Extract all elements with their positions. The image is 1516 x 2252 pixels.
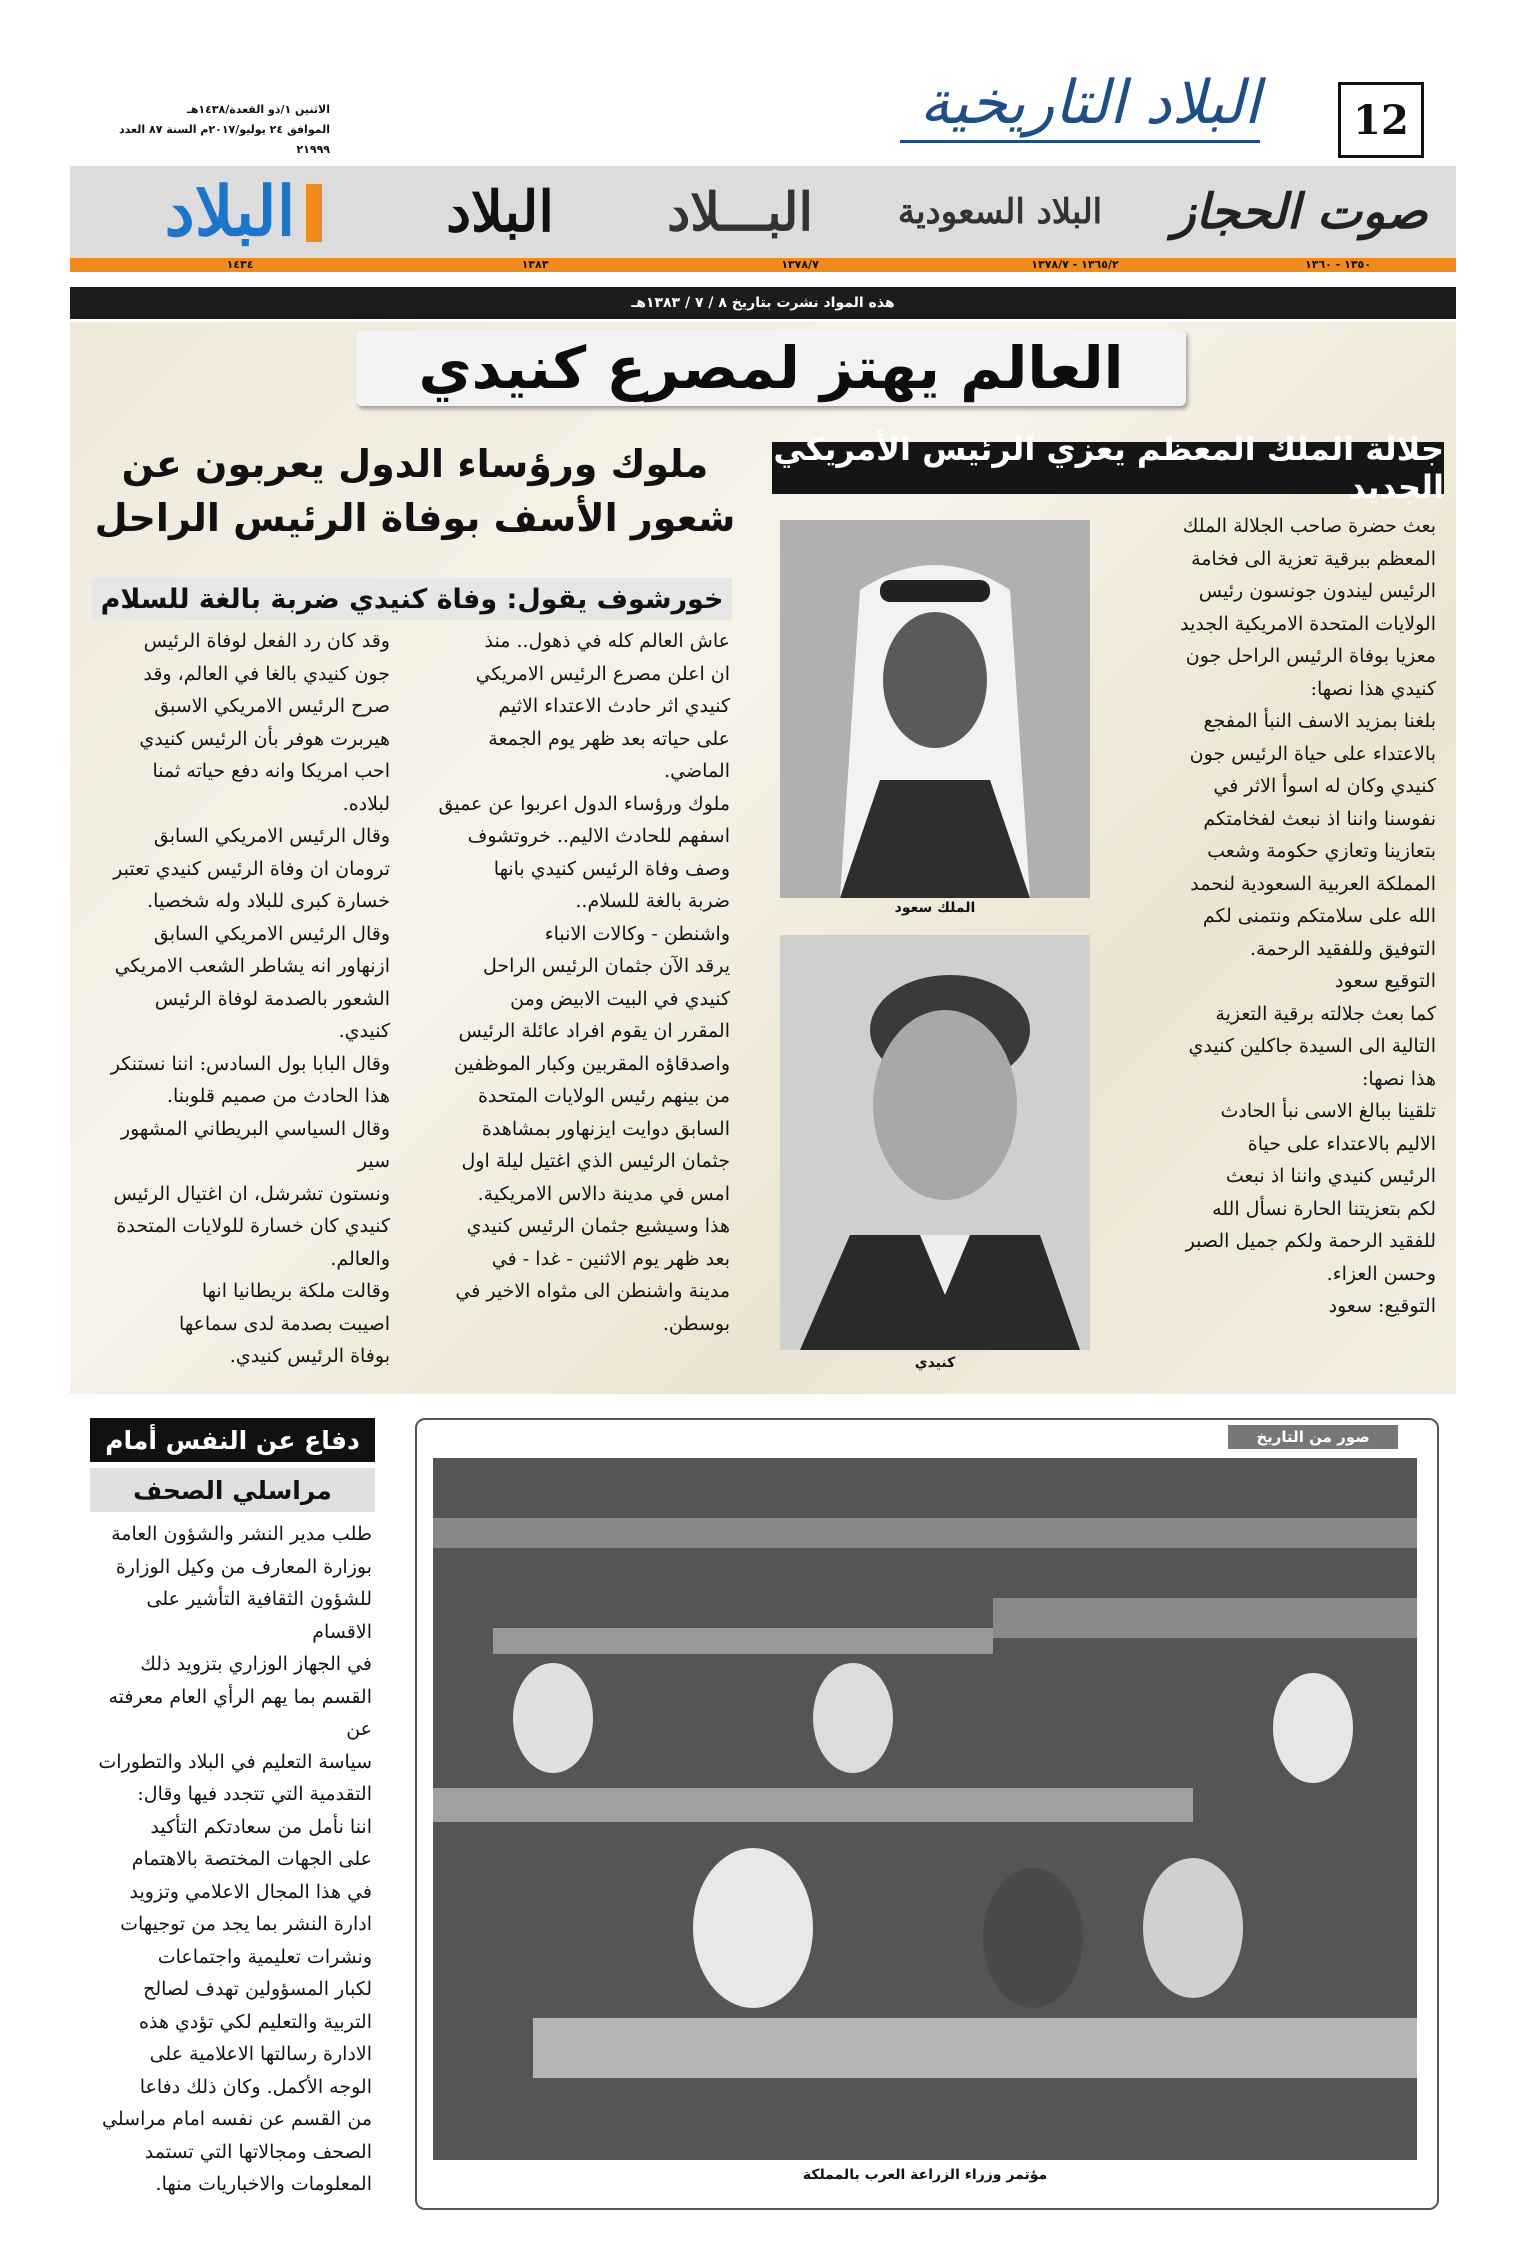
masthead-logo-albilad-2: البلاد xyxy=(446,179,554,245)
king-saud-portrait-shape xyxy=(780,520,1090,898)
issue-number: الموافق ٢٤ يوليو/٢٠١٧م السنة ٨٧ العدد ٢١٩٩٩ xyxy=(119,123,330,156)
section-logo-underline xyxy=(900,140,1260,143)
left-article-headline-line-1: ملوك ورؤساء الدول يعربون عن xyxy=(121,442,709,486)
masthead-logo-albilad-alsaudia: البلاد السعودية xyxy=(897,192,1103,232)
left-article-subheadline: خورشوف يقول: وفاة كنيدي ضربة بالغة للسلام xyxy=(92,578,732,620)
history-photo-tag: صور من التاريخ xyxy=(1228,1425,1398,1449)
masthead-date-5: ١٤٣٤ xyxy=(226,258,254,271)
king-saud-photo xyxy=(780,520,1090,898)
masthead-logo-sawt-alhijaz: صوت الحجاز xyxy=(1172,184,1428,240)
main-headline: العالم يهتز لمصرع كنيدي xyxy=(356,330,1186,406)
publication-notice: هذه المواد نشرت بتاريخ ٨ / ٧ / ١٣٨٣هـ xyxy=(70,287,1456,319)
page-number: 12 xyxy=(1338,82,1424,158)
kennedy-photo xyxy=(780,935,1090,1350)
left-article-headline-line-2: شعور الأسف بوفاة الرئيس الراحل xyxy=(94,496,736,540)
king-saud-caption: الملك سعود xyxy=(894,900,976,916)
conference-photo-caption: مؤتمر وزراء الزراعة العرب بالمملكة xyxy=(802,2167,1048,2183)
issue-date: الاثنين ١/ذو القعدة/١٤٣٨هـ xyxy=(186,103,330,116)
masthead-date-2: ١٣٦٥/٢ - ١٣٧٨/٧ xyxy=(1031,258,1119,271)
kennedy-portrait-shape xyxy=(780,935,1090,1350)
right-article-headline: جلالة الملك المعظم يعزي الرئيس الأمريكي الجديد xyxy=(773,430,1444,506)
left-article-column-1: عاش العالم كله في ذهول.. منذ ان اعلن مصرع الرئيس الامريكي كنيدي اثر حادث الاعتداء الاثيم على حياته بعد ظهر يوم الجمعة الماضي. ملوك ورؤساء الدول اعربوا عن عميق اسفهم للحادث الاليم.. خروتشوف وصف وفاة الرئيس كنيدي بانها ضربة بالغة للسلام.. واشنطن - وكالات الانباء يرقد الآن جثمان الرئيس الراحل كنيدي في البيت الابيض ومن المقرر ان يقوم افراد عائلة الرئيس واصدقاؤه المقربين وكبار الموظفين من بينهم رئيس الولايات المتحدة السابق دوايت ايزنهاور بمشاهدة جثمان الرئيس الذي اغتيل ليلة اول امس في مدينة دالاس الامريكية. هذا وسيشيع جثمان الرئيس كنيدي بعد ظهر يوم الاثنين - غدا - في مدينة واشنطن الى مثواه الاخير في بوسطن. xyxy=(438,630,730,1335)
section-logo: البلاد التاريخية xyxy=(919,68,1261,138)
masthead-logo-albilad-1: البـــلاد xyxy=(667,181,813,243)
bottom-article-headline-1: دفاع عن النفس أمام xyxy=(90,1418,375,1462)
issue-info xyxy=(100,100,330,160)
conference-photo xyxy=(433,1458,1417,2160)
right-article-body: بعث حضرة صاحب الجلالة الملك المعظم ببرقية تعزية الى فخامة الرئيس ليندون جونسون رئيس الولايات المتحدة الامريكية الجديد معزيا بوفاة الرئيس الراحل جون كنيدي هذا نصها: بلغنا بمزيد الاسف النبأ المفجع بالاعتداء على حياة الرئيس جون كنيدي وكان له اسوأ الاثر في نفوسنا واننا اذ نبعث لفخامتكم بتعازينا وتعازي حكومة وشعب المملكة العربية السعودية لنحمد الله على سلامتكم ونتمنى لكم التوفيق وللفقيد الرحمة. التوقيع سعود كما بعث جلالته برقية التعزية التالية الى السيدة جاكلين كنيدي هذا نصها: تلقينا ببالغ الاسى نبأ الحادث الاليم بالاعتداء على حياة الرئيس كنيدي واننا اذ نبعث لكم بتعزيتنا الحارة نسأل الله للفقيد الرحمة ولكم جميل الصبر وحسن العزاء. التوقيع: سعود xyxy=(1180,515,1436,1317)
masthead-date-1: ١٣٥٠ - ١٣٦٠ xyxy=(1305,258,1371,271)
kennedy-caption: كنيدي xyxy=(914,1355,956,1371)
masthead-logo-albilad-current: البلاد xyxy=(164,172,296,252)
conference-scene-shape xyxy=(433,1458,1417,2160)
masthead-logo-accent xyxy=(306,184,322,242)
bottom-article-body: طلب مدير النشر والشؤون العامة بوزارة المعارف من وكيل الوزارة للشؤون الثقافية التأشير على الاقسام في الجهاز الوزاري بتزويد ذلك القسم بما يهم الرأي العام معرفته عن سياسة التعليم في البلاد والتطورات التقدمية التي تتجدد فيها وقال: اننا نأمل من سعادتكم التأكيد على الجهات المختصة بالاهتمام في هذا المجال الاعلامي وتزويد ادارة النشر بما يجد من توجيهات ونشرات تعليمية واجتماعات لكبار المسؤولين تهدف لصالح التربية والتعليم لكي تؤدي هذه الادارة رسالتها الاعلامية على الوجه الأكمل. وكان ذلك دفاعا من القسم عن نفسه امام مراسلي الصحف ومجالاتها التي تستمد المعلومات والاخباريات منها. xyxy=(98,1523,372,2195)
masthead-date-4: ١٣٨٣ xyxy=(521,258,549,271)
masthead-date-3: ١٣٧٨/٧ xyxy=(781,258,819,271)
bottom-article-headline-2: مراسلي الصحف xyxy=(90,1468,375,1512)
masthead-date-bar xyxy=(70,258,1456,272)
left-article-column-2: وقد كان رد الفعل لوفاة الرئيس جون كنيدي بالغا في العالم، وقد صرح الرئيس الامريكي الاسبق هيربرت هوفر بأن الرئيس كنيدي احب امريكا وانه دفع حياته ثمنا لبلاده. وقال الرئيس الامريكي السابق ترومان ان وفاة الرئيس كنيدي تعتبر خسارة كبرى للبلاد وله شخصيا. وقال الرئيس الامريكي السابق ازنهاور انه يشاطر الشعب الامريكي الشعور بالصدمة لوفاة الرئيس كنيدي. وقال البابا بول السادس: اننا نستنكر هذا الحادث من صميم قلوبنا. وقال السياسي البريطاني المشهور سير ونستون تشرشل، ان اغتيال الرئيس كنيدي كان خسارة للولايات المتحدة والعالم. وقالت ملكة بريطانيا انها اصيبت بصدمة لدى سماعها بوفاة الرئيس كنيدي. xyxy=(110,630,390,1367)
masthead-strip xyxy=(70,166,1456,260)
